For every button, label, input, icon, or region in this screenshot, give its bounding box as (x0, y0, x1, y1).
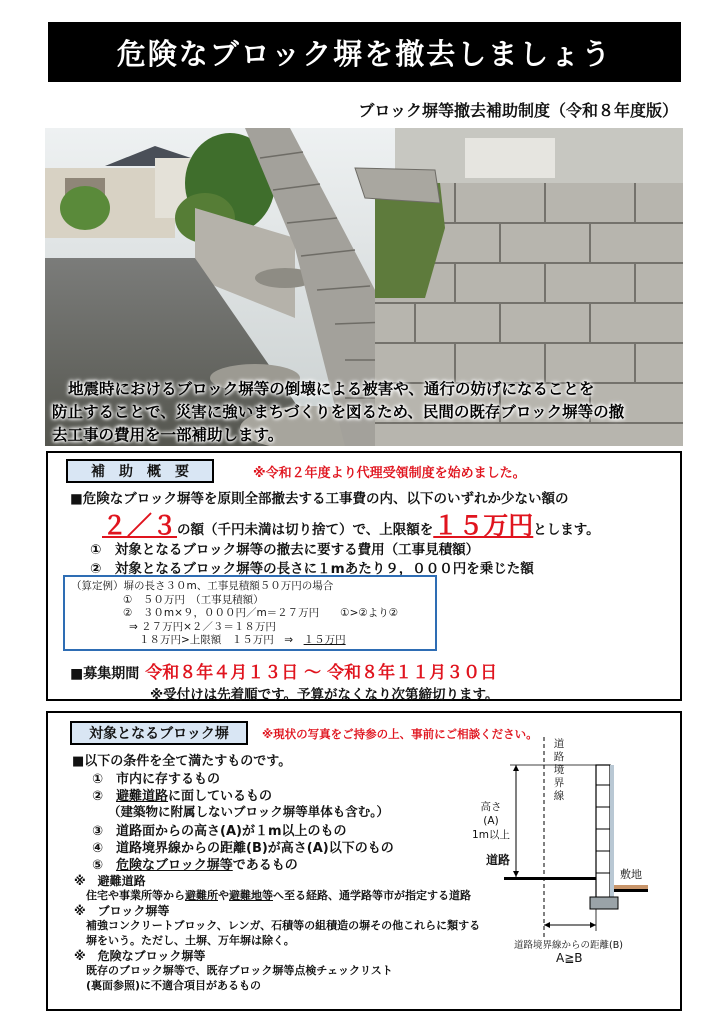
wall-section-diagram (486, 725, 680, 963)
height-label-1: 高さ (480, 801, 502, 813)
period-dates: 令和８年４月１３日 ～ 令和８年１１月３０日 (145, 663, 498, 683)
overview-line-1: ■危険なブロック塀等を原則全部撤去する工事費の内、以下のいずれか少ない額の (70, 491, 569, 507)
page-subtitle: ブロック塀等撤去補助制度（令和８年度版） (358, 101, 678, 120)
height-label (471, 800, 511, 842)
target-label: 対象となるブロック塀 (70, 721, 248, 745)
calc-line-3: ⇒ ２７万円×２／３＝１８万円 (129, 620, 276, 633)
application-period (70, 658, 497, 683)
condition-4: ④ 道路境界線からの距離(B)が高さ(A)以下のもの (92, 841, 394, 856)
calculation-example (63, 575, 437, 651)
page-title: 危険なブロック塀を撤去しましょう (48, 22, 681, 82)
calc-line-1: ① ５０万円 （工事見積額） (123, 593, 264, 606)
height-label-3: 1m以上 (472, 829, 510, 841)
intro-line-2: 防止することで、災害に強いまちづくりを図るため、民間の既存ブロック塀等の撤 (52, 403, 625, 421)
condition-2-note: （建築物に附属しないブロック塀等単体も含む。） (108, 804, 390, 819)
overview-item-1: ① 対象となるブロック塀等の撤去に要する費用（工事見積額） (90, 542, 480, 558)
proxy-notice: ※令和２年度より代理受領制度を始めました。 (253, 466, 526, 481)
intro-line-1: 地震時におけるブロック塀等の倒壊による被害や、通行の妨げになることを (68, 380, 595, 398)
evacuation-road-term: 避難道路 (116, 789, 169, 804)
boundary-label: 道路境界線 (553, 738, 565, 802)
target-intro: ■以下の条件を全て満たすものです。 (72, 754, 292, 769)
condition-5 (92, 854, 298, 873)
note-1-part-c: や (218, 889, 229, 902)
note-1-shelter: 避難所 (185, 889, 218, 902)
condition-2-prefix: ② (92, 789, 117, 804)
note-1-evac-area: 避難地等 (229, 889, 273, 902)
note-2-line-2: 塀をいう。ただし、土塀、万年塀は除く。 (86, 934, 295, 947)
overview-line-2b: とします。 (533, 522, 600, 538)
formula-label: A≧B (556, 951, 583, 965)
dangerous-wall-term: 危険なブロック塀等 (116, 858, 233, 873)
road-label: 道路 (486, 853, 511, 867)
overview-item-2: ② 対象となるブロック塀等の長さに１mあたり９，０００円を乗じた額 (90, 561, 534, 577)
height-label-2: (A) (483, 815, 499, 827)
block-wall (596, 765, 610, 907)
note-1-text (86, 887, 471, 903)
overview-line-2a: の額（千円未満は切り捨て）で、上限額を (177, 522, 434, 538)
calc-line-4a: １８万円>上限額 １５万円 ⇒ (139, 634, 304, 646)
overview-label: 補 助 概 要 (66, 459, 214, 483)
max-amount: １５万円 (433, 511, 534, 540)
calc-line-4 (71, 634, 435, 648)
site-label: 敷地 (620, 868, 642, 881)
calc-result: １５万円 (303, 634, 346, 646)
fraction-amount: ２／３ (102, 511, 178, 540)
note-3-head: ※ 危険なブロック塀等 (74, 949, 206, 963)
period-label: ■募集期間 (70, 666, 140, 682)
note-3-line-1: 既存のブロック塀等で、既存ブロック塀等点検チェックリスト (86, 964, 393, 977)
note-1-part-a: 住宅や事業所等から (86, 889, 185, 902)
consult-notice: ※現状の写真をご持参の上、事前にご相談ください。 (262, 727, 538, 741)
condition-5-prefix: ⑤ (92, 858, 117, 873)
condition-5-suffix: であるもの (232, 858, 298, 873)
road-surface (504, 877, 598, 880)
distance-label: 道路境界線からの距離(B) (514, 940, 623, 951)
intro-line-3: 去工事の費用を一部補助します。 (52, 426, 284, 444)
note-2-head: ※ ブロック塀等 (74, 904, 170, 918)
period-note: ※受付けは先着順です。予算がなくなり次第締切ります。 (150, 687, 499, 703)
note-1-head: ※ 避難道路 (74, 874, 146, 888)
condition-1: ① 市内に存するもの (92, 772, 221, 787)
calc-line-2: ② ３０m×９，０００円／m＝２７万円 ①>②より② (123, 607, 399, 619)
condition-2-suffix: に面しているもの (168, 789, 273, 804)
note-2-line-1: 補強コンクリートブロック、レンガ、石積等の組積造の塀その他これらに類する (86, 919, 481, 932)
note-3-line-2: (裏面参照)に不適合項目があるもの (86, 979, 262, 992)
calc-head: （算定例）塀の長さ３０m、工事見積額５０万円の場合 (71, 580, 334, 592)
condition-3: ③ 道路面からの高さ(A)が１m以上のもの (92, 824, 347, 839)
intro-text (52, 378, 680, 447)
overview-line-2 (102, 506, 600, 542)
note-1-part-e: へ至る経路、通学路等市が指定する道路 (273, 889, 471, 902)
